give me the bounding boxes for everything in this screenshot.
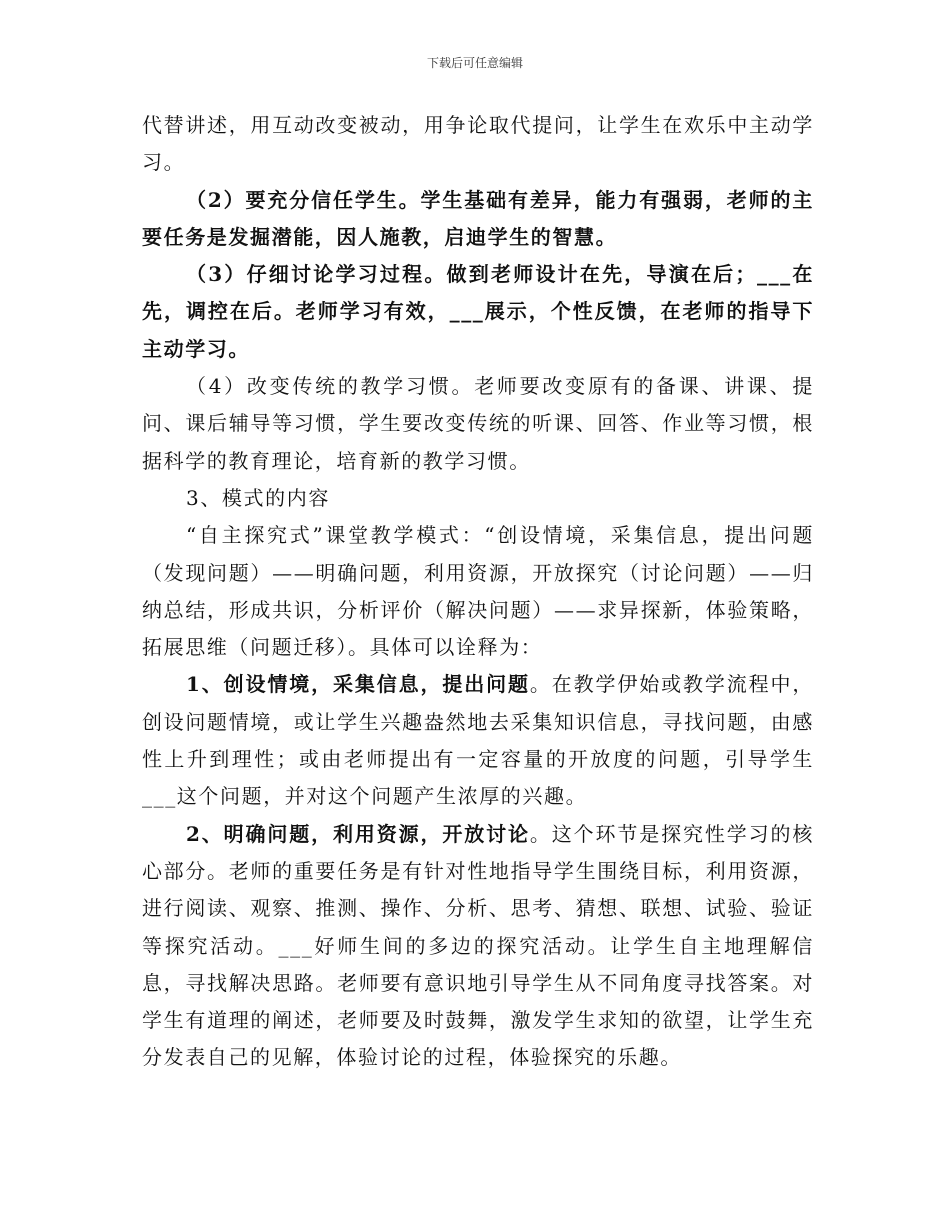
paragraph-3-text: （3）仔细讨论学习过程。做到老师设计在先，导演在后；___在先，调控在后。老师学习有效，___展示，个性反馈，在老师的指导下主动学习。 [142, 262, 814, 361]
paragraph-7-text: 。这个环节是探究性学习的核心部分。老师的重要任务是有针对性地指导学生围绕目标，利用资源，进行阅读、观察、推测、操作、分析、思考、猜想、联想、试验、验证等探究活动。___好师生间的多边的探究活动。让学生自主地理解信息，寻找解决思路。老师要有意识地引导学生从不同角度寻找答案。对学生有道理的阐述，老师要及时鼓舞，激发学生求知的欲望，让学生充分发表自己的见解，体验讨论的过程，体验探究的乐趣。 [142, 821, 814, 1070]
page-header-note: 下载后可任意编辑 [426, 56, 523, 70]
paragraph-6 [142, 666, 814, 815]
paragraph-7 [142, 816, 814, 1077]
paragraph-5-text: “自主探究式”课堂教学模式：“创设情境，采集信息，提出问题（发现问题）——明确问题，利用资源，开放探究（讨论问题）——归纳总结，形成共识，分析评价（解决问题）——求异探新，体验策略，拓展思维（问题迁移）。具体可以诠释为： [142, 523, 814, 660]
paragraph-1-text: 代替讲述，用互动改变被动，用争论取代提问，让学生在欢乐中主动学习。 [142, 113, 814, 175]
paragraph-2-text: （2）要充分信任学生。学生基础有差异，能力有强弱，老师的主要任务是发掘潜能，因人施教，启迪学生的智慧。 [142, 187, 814, 249]
section-heading-text: 3、模式的内容 [186, 485, 330, 510]
paragraph-7-lead: 2、明确问题，利用资源，开放讨论 [186, 821, 530, 846]
paragraph-2 [142, 182, 814, 257]
paragraph-4-text: （4）改变传统的教学习惯。老师要改变原有的备课、讲课、提问、课后辅导等习惯，学生要改变传统的听课、回答、作业等习惯，根据科学的教育理论，培育新的教学习惯。 [142, 374, 814, 473]
paragraph-4 [142, 368, 814, 480]
paragraph-1 [142, 107, 814, 182]
paragraph-5 [142, 517, 814, 666]
paragraph-6-text: 。在教学伊始或教学流程中，创设问题情境，或让学生兴趣盎然地去采集知识信息，寻找问题，由感性上升到理性；或由老师提出有一定容量的开放度的问题，引导学生___这个问题，并对这个问题产生浓厚的兴趣。 [142, 672, 814, 809]
paragraph-6-lead: 1、创设情境，采集信息，提出问题 [186, 672, 530, 697]
section-heading [142, 480, 814, 517]
paragraph-3 [142, 256, 814, 368]
document-body [142, 107, 814, 1077]
